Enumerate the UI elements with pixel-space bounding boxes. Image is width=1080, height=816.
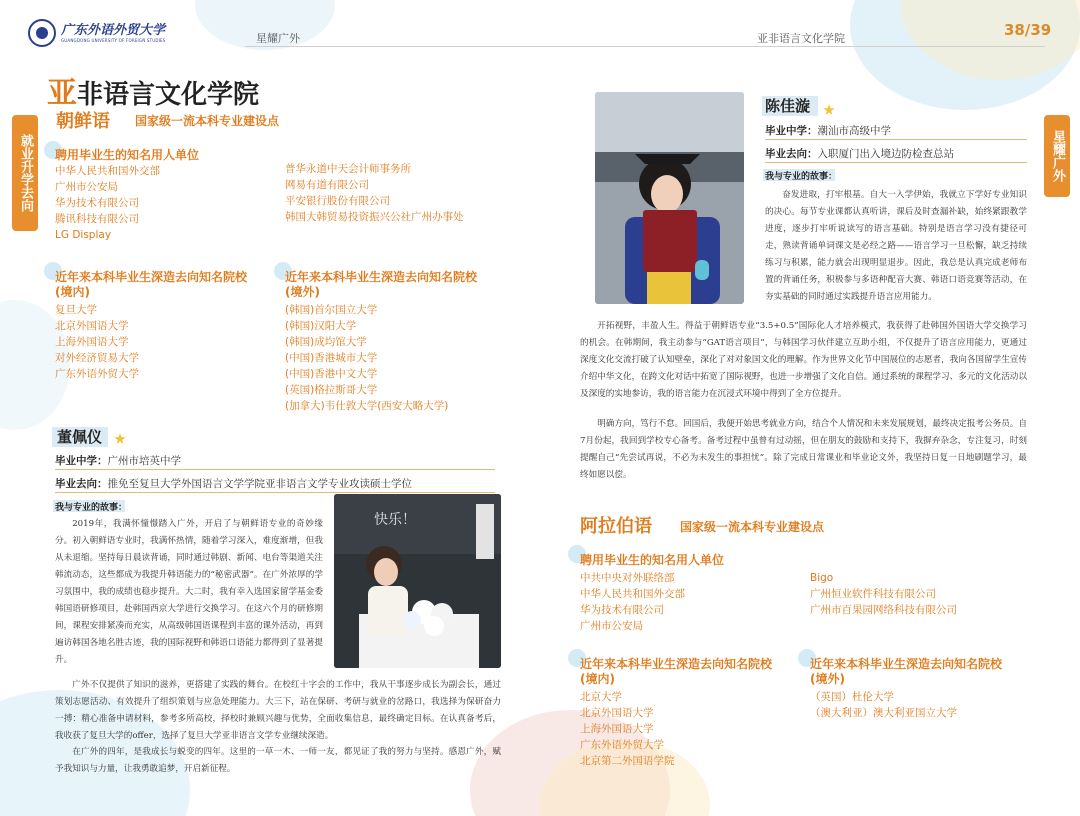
- korean-employers-title: 聘用毕业生的知名用人单位: [55, 148, 200, 162]
- dong-story-paragraph-3: 在广外的四年，是我成长与蜕变的四年。这里的一草一木、一师一友，都见证了我的努力与坚持。感恩广外，赋予我知识与力量，让我勇敢追梦，开启新征程。: [55, 747, 501, 774]
- list-item: 广东外语外贸大学: [55, 368, 139, 380]
- dong-school-underline: [55, 469, 495, 470]
- page-title: [47, 68, 259, 112]
- korean-employers-right: [285, 161, 464, 225]
- list-item: 韩国大韩贸易投资振兴公社广州办事处: [285, 211, 464, 223]
- header-divider: [245, 46, 1045, 47]
- page-number: 38/39: [1004, 21, 1052, 39]
- dong-photo: [334, 494, 501, 668]
- korean-abroad-list: [285, 302, 448, 414]
- star-icon: [823, 104, 835, 116]
- list-item: 中华人民共和国外交部: [55, 165, 160, 177]
- chen-photo: [595, 92, 744, 304]
- dong-school: 毕业中学：广州市培英中学: [55, 455, 181, 467]
- list-item: (加拿大)韦仕敦大学(西安大略大学): [285, 400, 449, 412]
- list-item: 广州市公安局: [580, 620, 643, 632]
- arabic-major-title: 阿拉伯语: [580, 516, 652, 537]
- list-item: 复旦大学: [55, 304, 97, 316]
- list-item: 上海外国语大学: [580, 723, 654, 735]
- list-item: (中国)香港中文大学: [285, 368, 378, 380]
- korean-domestic-list: [55, 302, 139, 382]
- list-item: 平安银行股份有限公司: [285, 195, 390, 207]
- list-item: 华为技术有限公司: [55, 197, 139, 209]
- university-name-cn: 广东外语外贸大学: [61, 22, 166, 38]
- list-item: 对外经济贸易大学: [55, 352, 139, 364]
- korean-domestic-title: 近年来本科毕业生深造去向知名院校 (境内): [55, 270, 248, 299]
- list-item: 北京大学: [580, 691, 622, 703]
- list-item: 北京第二外国语学院: [580, 755, 675, 767]
- list-item: (韩国)首尔国立大学: [285, 304, 378, 316]
- chen-school: 毕业中学：潮汕市高级中学: [765, 125, 891, 137]
- arabic-abroad-list: [810, 689, 957, 721]
- list-item: （澳大利亚）澳大利亚国立大学: [810, 707, 957, 719]
- list-item: 北京外国语大学: [55, 320, 129, 332]
- arabic-domestic-list: [580, 689, 675, 769]
- arabic-domestic-title: 近年来本科毕业生深造去向知名院校 (境内): [580, 657, 773, 686]
- list-item: (韩国)成均馆大学: [285, 336, 367, 348]
- chen-name: 陈佳漩: [765, 97, 811, 115]
- dong-name: 董佩仪: [57, 428, 103, 446]
- list-item: 广州市百果园网络科技有限公司: [810, 604, 957, 616]
- university-name-en: GUANGDONG UNIVERSITY OF FOREIGN STUDIES: [61, 37, 166, 43]
- korean-major-tag: 国家级一流本科专业建设点: [135, 114, 280, 128]
- list-item: 华为技术有限公司: [580, 604, 664, 616]
- list-item: (中国)香港城市大学: [285, 352, 378, 364]
- arabic-employers-title: 聘用毕业生的知名用人单位: [580, 553, 725, 567]
- side-tab-right: 星耀广外: [1044, 115, 1070, 197]
- university-seal-icon: [28, 19, 56, 47]
- list-item: 北京外国语大学: [580, 707, 654, 719]
- list-item: 上海外国语大学: [55, 336, 129, 348]
- dong-destination: 毕业去向：推免至复旦大学外国语言文学学院亚非语言文学专业攻读硕士学位: [55, 478, 412, 490]
- page-title-rest: 非语言文化学院: [77, 80, 260, 110]
- university-logo: [28, 19, 166, 47]
- list-item: LG Display: [55, 229, 112, 241]
- korean-major-title: 朝鲜语: [56, 111, 110, 132]
- side-tab-left: 就业升学去向: [12, 115, 38, 231]
- arabic-abroad-title: 近年来本科毕业生深造去向知名院校 (境外): [810, 657, 1003, 686]
- header-right-title: 亚非语言文化学院: [757, 32, 845, 45]
- graduate-photo-illustration-2: [595, 92, 744, 304]
- chen-destination-underline: [765, 162, 1027, 163]
- list-item: 网易有道有限公司: [285, 179, 369, 191]
- arabic-employers-left: [580, 570, 685, 634]
- star-icon: [114, 433, 126, 445]
- arabic-employers-right: [810, 570, 957, 618]
- chen-school-underline: [765, 139, 1027, 140]
- list-item: 广州市公安局: [55, 181, 118, 193]
- list-item: 中共中央对外联络部: [580, 572, 675, 584]
- korean-employers-left: [55, 163, 160, 243]
- list-item: 广州恒业软件科技有限公司: [810, 588, 936, 600]
- header-left-title: 星耀广外: [256, 32, 300, 45]
- graduate-photo-illustration: [334, 494, 501, 668]
- page-title-first-char: 亚: [47, 76, 77, 111]
- dong-story-paragraph-1: 2019年，我满怀憧憬踏入广外，开启了与朝鲜语专业的奇妙缘分。初入朝鲜语专业时，我满怀热情，随着学习深入，难度渐增，但我从未退缩。坚持每日晨读背诵，同时通过韩剧、新闻、电台等渠道关注韩流动态，这些都成为我提升韩语能力的“秘密武器”。在广外浓厚的学习氛围中，我的成绩也稳步提升。大二时，我有幸入选国家留学基金委韩国语研修项目，赴韩国西京大学进行交换学习。在这六个月的研修期间，课程安排紧凑而充实，从高级韩国语课程到丰富的课外活动，再到遍访韩国各地名胜古迹，我的国际视野和韩语口语能力都得到了显著提升。: [55, 519, 323, 665]
- list-item: Bigo: [810, 572, 834, 584]
- list-item: （英国）杜伦大学: [810, 691, 894, 703]
- list-item: (韩国)汉阳大学: [285, 320, 357, 332]
- chen-story-paragraph-3: 明确方向，笃行不怠。回国后，我便开始思考就业方向，结合个人情况和未来发展规划，最终决定报考公务员。自7月份起，我回到学校专心备考。备考过程中虽曾有过动摇，但在朋友的鼓励和支持下，我摒弃杂念，专注复习，时刻提醒自己“先尝试再说，不必为未发生的事担忧”。除了完成日常课业和毕业论文外，我坚持日复一日地刷题学习，最终如愿以偿。: [580, 419, 1027, 480]
- dong-story-tag: 我与专业的故事：: [55, 503, 128, 513]
- chen-destination: 毕业去向：入职厦门出入境边防检查总站: [765, 148, 954, 160]
- list-item: 腾讯科技有限公司: [55, 213, 139, 225]
- arabic-major-tag: 国家级一流本科专业建设点: [680, 520, 825, 534]
- dong-destination-underline: [55, 492, 495, 493]
- list-item: 广东外语外贸大学: [580, 739, 664, 751]
- list-item: 普华永道中天会计师事务所: [285, 163, 411, 175]
- chalkboard-text: 快乐！: [374, 512, 416, 528]
- chen-story-paragraph-2: 开拓视野，丰盈人生。得益于朝鲜语专业“3.5+0.5”国际化人才培养模式，我获得了赴韩国外国语大学交换学习的机会。在韩期间，我主动参与“GAT语言项目”，与韩国学习伙伴建立互助小组，不仅提升了语言应用能力，更通过深度文化交流打破了认知壁垒，深化了对对象国文化的理解。作为世界文化节中国展位的志愿者，我向各国留学生宣传介绍中华文化，在跨文化对话中拓宽了国际视野，也进一步增强了文化自信。通过系统的课程学习、多元的文化活动以及深度的实地参访，我的语言能力在沉浸式环境中得到了全方位提升。: [580, 321, 1027, 399]
- chen-story-tag: 我与专业的故事：: [765, 172, 838, 182]
- chen-story-paragraph-1: 奋发进取，打牢根基。自大一入学伊始，我就立下学好专业知识的决心。每节专业课都认真听讲，课后及时查漏补缺，始终紧跟教学进度，逐步打牢听说读写的语言基础。特别是语言学习没有捷径可走，熟读背诵单词课文是必经之路——语言学习一旦松懈，缺乏持续练习与积累，能力就会出现明显退步。因此，我总是认真完成老师布置的背诵任务，积极参与多语种配音大赛、韩语口语竞赛等活动，在夯实基础的同时通过实践提升语言应用能力。: [765, 190, 1027, 302]
- list-item: (英国)格拉斯哥大学: [285, 384, 378, 396]
- dong-story-paragraph-2: 广外不仅提供了知识的滋养，更搭建了实践的舞台。在校红十字会的工作中，我从干事逐步成长为副会长，通过策划志愿活动、有效提升了组织策划与应急处理能力。大三下，站在保研、考研与就业的岔路口，我选择为保研奋力一搏：精心准备申请材料，参考多所高校，择校时兼顾兴趣与优势，全面收集信息，最终确定目标。在认真备考后，我收获了复旦大学的offer，选择了复旦大学亚非语言文学专业继续深造。: [55, 680, 501, 741]
- list-item: 中华人民共和国外交部: [580, 588, 685, 600]
- korean-abroad-title: 近年来本科毕业生深造去向知名院校 (境外): [285, 270, 478, 299]
